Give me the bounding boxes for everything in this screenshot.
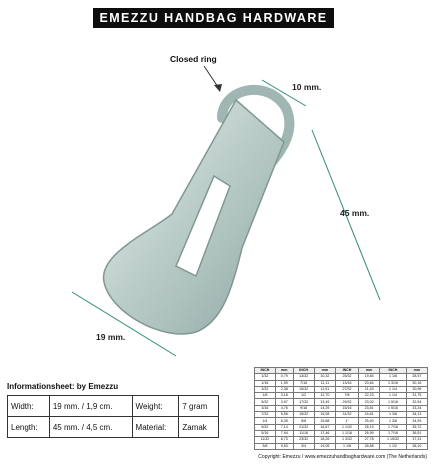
conversion-cell: 11,91 [314,386,335,392]
conversion-cell: 11/32 [255,437,276,443]
conversion-cell: 23/32 [293,437,314,443]
conversion-cell: 3/4 [293,443,314,449]
conversion-cell: 21/32 [293,424,314,430]
conversion-cell: 5/8 [293,418,314,424]
material-label: Material: [132,417,179,438]
spec-row [8,417,219,438]
conversion-cell: 15/16 [335,405,358,411]
conversion-cell: 3,18 [275,393,293,399]
conversion-cell: 11/16 [293,430,314,436]
dimension-top: 10 mm. [292,82,322,92]
conversion-cell: 7,94 [275,430,293,436]
conversion-cell: 1" [335,418,358,424]
conversion-cell: 31,75 [406,393,427,399]
conversion-cell: 21,43 [358,386,379,392]
closed-ring-callout: Closed ring [170,54,217,64]
conversion-cell: 26,99 [358,430,379,436]
conversion-table [254,367,428,450]
conversion-cell: 15,88 [314,418,335,424]
conversion-cell: 23,02 [358,399,379,405]
conversion-cell: 5,56 [275,412,293,418]
conversion-cell: 15,08 [314,412,335,418]
conversion-cell: 19,05 [314,443,335,449]
conversion-cell: 19/32 [293,412,314,418]
conversion-cell: 3/8 [255,443,276,449]
conversion-header-cell: INCH [380,368,407,374]
conversion-cell: 1/16 [255,380,276,386]
conversion-cell: 18,26 [314,437,335,443]
conversion-cell: 4,76 [275,405,293,411]
dimension-side: 45 mm. [340,208,370,218]
conversion-cell: 28,58 [358,443,379,449]
weight-value: 7 gram [179,396,219,417]
conversion-header-cell: mm [275,368,293,374]
conversion-cell: 17,46 [314,430,335,436]
conversion-cell: 7/16 [293,380,314,386]
conversion-cell: 30,96 [406,386,427,392]
page-banner: EMEZZU HANDBAG HARDWARE [93,8,334,28]
conversion-cell: 28,57 [406,374,427,380]
length-value: 45 mm. / 4,5 cm. [49,417,132,438]
conversion-header-cell: INCH [293,368,314,374]
conversion-cell: 12,70 [314,393,335,399]
copyright-footer: Copyright: Emezzu / www.emezzuhandbaghardware.com (The Netherlands) [258,454,427,460]
spec-row [8,396,219,417]
conversion-cell: 1 1/4 [380,386,407,392]
conversion-cell: 32,54 [406,399,427,405]
width-label: Width: [8,396,50,417]
conversion-cell: 20,64 [358,380,379,386]
conversion-cell: 1/4 [255,418,276,424]
conversion-cell: 29/32 [335,399,358,405]
conversion-cell: 1 1/8 [380,374,407,380]
conversion-cell: 31/32 [335,412,358,418]
conversion-cell: 1 1/4 [380,393,407,399]
conversion-cell: 1 3/8 [380,412,407,418]
conversion-cell: 27/32 [335,386,358,392]
conversion-header-cell: INCH [335,368,358,374]
spec-table [7,395,219,438]
conversion-cell: 34,93 [406,418,427,424]
conversion-cell: 5/16 [255,430,276,436]
conversion-cell: 22,23 [358,393,379,399]
conversion-cell: 2,38 [275,386,293,392]
conversion-cell: 9/32 [255,424,276,430]
conversion-cell: 5/32 [255,399,276,405]
conversion-cell: 1 5/16 [380,399,407,405]
conversion-cell: 1/8 [255,393,276,399]
conversion-cell: 1 3/32 [335,437,358,443]
conversion-cell: 16,67 [314,424,335,430]
conversion-cell: 38,10 [406,443,427,449]
material-value: Zamak [179,417,219,438]
info-title: Informationsheet: by Emezzu [7,382,119,391]
conversion-cell: 13/16 [335,380,358,386]
conversion-cell: 1/2 [293,393,314,399]
conversion-cell: 30,16 [406,380,427,386]
conversion-cell: 33,34 [406,405,427,411]
conversion-cell: 23,81 [358,405,379,411]
conversion-cell: 37,31 [406,437,427,443]
conversion-cell: 19,84 [358,374,379,380]
conversion-cell: 6,35 [275,418,293,424]
conversion-cell: 24,61 [358,412,379,418]
conversion-cell: 15/32 [293,386,314,392]
conversion-cell: 11,11 [314,380,335,386]
conversion-cell: 7,14 [275,424,293,430]
conversion-header-cell: mm [406,368,427,374]
conversion-cell: 1 15/32 [380,437,407,443]
conversion-cell: 14,29 [314,405,335,411]
conversion-cell: 36,51 [406,430,427,436]
conversion-cell: 13/32 [293,374,314,380]
weight-label: Weight: [132,396,179,417]
zipper-body [104,100,284,334]
conversion-cell: 7/32 [255,412,276,418]
width-value: 19 mm. / 1,9 cm. [49,396,132,417]
conversion-cell: 1 1/32 [335,424,358,430]
conversion-cell: 1 1/8 [335,443,358,449]
conversion-cell: 9,53 [275,443,293,449]
conversion-cell: 1 1/16 [335,430,358,436]
conversion-header-cell: mm [314,368,335,374]
conversion-cell: 13,49 [314,399,335,405]
conversion-cell: 1 7/16 [380,424,407,430]
conversion-cell: 8,73 [275,437,293,443]
conversion-cell: 7/8 [335,393,358,399]
conversion-cell: 17/32 [293,399,314,405]
conversion-cell: 3/32 [255,386,276,392]
conversion-cell: 1/32 [255,374,276,380]
conversion-cell: 1 5/16 [380,405,407,411]
conversion-cell: 1,59 [275,380,293,386]
conversion-row [255,443,428,449]
conversion-cell: 10,32 [314,374,335,380]
conversion-header-cell: INCH [255,368,276,374]
length-label: Length: [8,417,50,438]
conversion-cell: 25,40 [358,418,379,424]
conversion-cell: 1 3/8 [380,418,407,424]
conversion-cell: 34,13 [406,412,427,418]
conversion-header-cell: mm [358,368,379,374]
conversion-cell: 0,79 [275,374,293,380]
conversion-cell: 35,72 [406,424,427,430]
conversion-cell: 9/16 [293,405,314,411]
conversion-cell: 1 7/16 [380,430,407,436]
conversion-cell: 1 3/16 [380,380,407,386]
conversion-cell: 3/16 [255,405,276,411]
dimension-bottom: 19 mm. [96,332,126,342]
conversion-cell: 1 1/2 [380,443,407,449]
conversion-cell: 27,78 [358,437,379,443]
conversion-cell: 26,19 [358,424,379,430]
conversion-cell: 25/32 [335,374,358,380]
conversion-cell: 3,97 [275,399,293,405]
